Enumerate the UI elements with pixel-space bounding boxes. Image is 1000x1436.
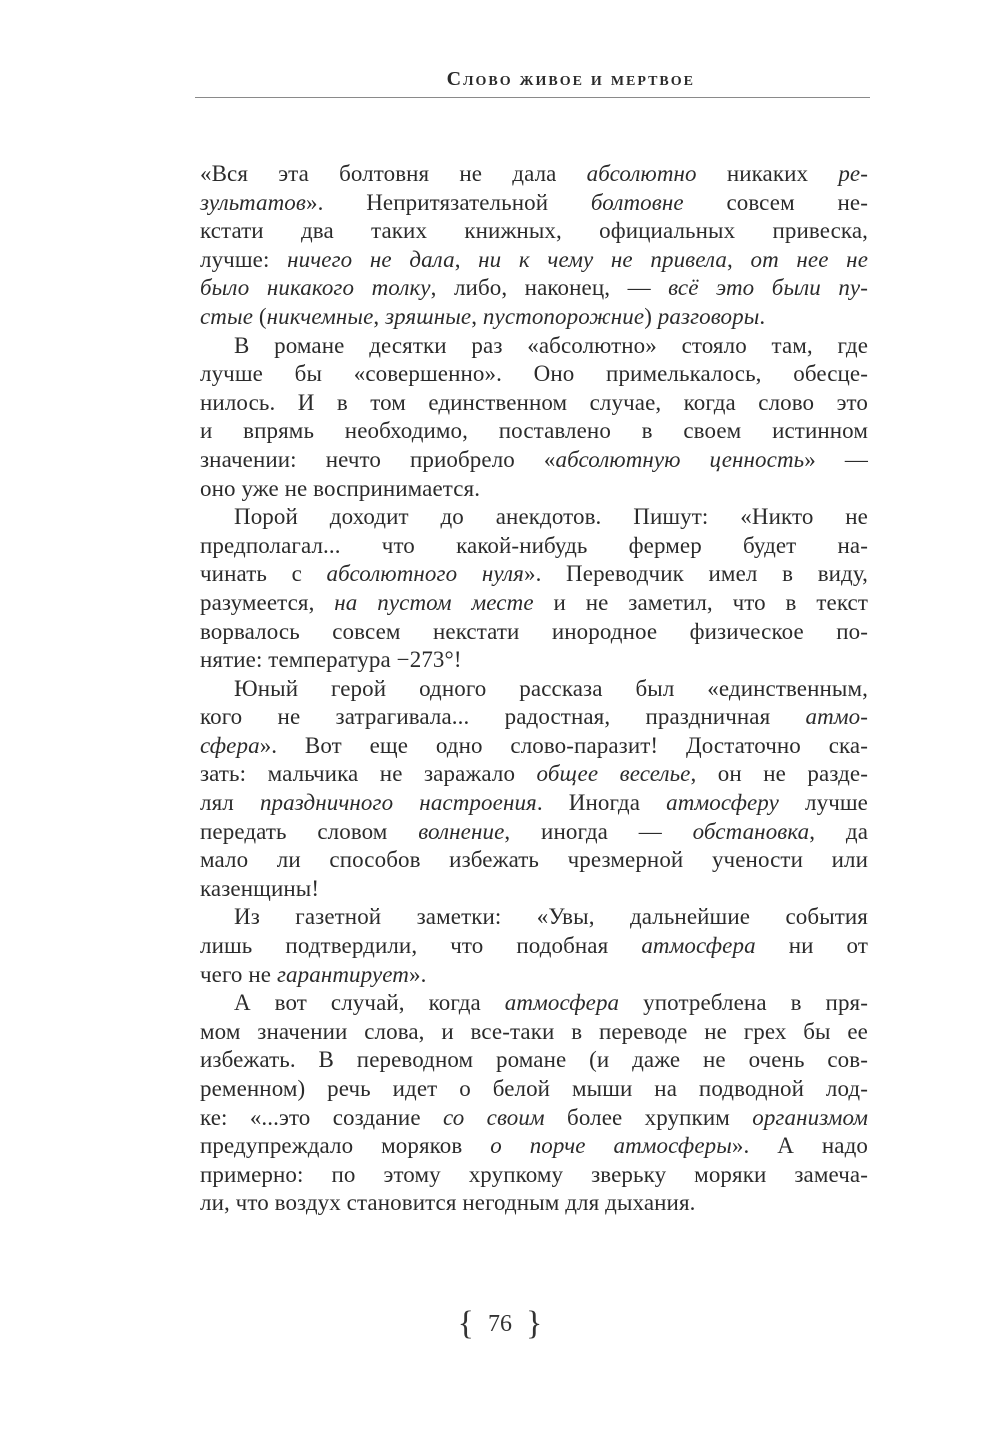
italic-span: атмосферу bbox=[666, 790, 779, 816]
italic-span: ни к чему не привела bbox=[478, 246, 727, 272]
text-span: В романе десятки раз «абсолютно» стояло там, где bbox=[234, 332, 868, 358]
text-line bbox=[200, 961, 868, 990]
text-span: ременном) речь идет о белой мыши на подводной лод- bbox=[200, 1076, 868, 1101]
text-line bbox=[200, 503, 868, 532]
text-line bbox=[200, 589, 868, 618]
italic-span: зряшные bbox=[385, 303, 472, 329]
running-header bbox=[195, 68, 870, 98]
body-text bbox=[200, 160, 868, 1218]
text-span: и не заметил, что в текст bbox=[533, 589, 868, 615]
text-line bbox=[200, 732, 868, 761]
text-line bbox=[200, 646, 868, 675]
text-line bbox=[200, 1075, 868, 1104]
italic-span: атмо- bbox=[805, 704, 868, 730]
italic-span: общее веселье bbox=[536, 761, 691, 787]
italic-span: стые bbox=[200, 303, 254, 329]
text-line bbox=[200, 846, 868, 875]
italic-span: разговоры bbox=[657, 303, 760, 329]
text-span: более хрупким bbox=[544, 1104, 753, 1130]
text-line bbox=[200, 274, 868, 303]
text-span: избежать. В переводном романе (и даже не очень сов- bbox=[200, 1047, 868, 1073]
italic-span: праздничного настроения bbox=[259, 790, 537, 816]
text-span: «Вся эта болтовня не дала bbox=[200, 161, 587, 186]
italic-span: на пустом месте bbox=[334, 589, 534, 615]
text-span: чего не bbox=[200, 961, 277, 987]
text-span: казенщины! bbox=[200, 875, 320, 901]
text-line bbox=[200, 1161, 868, 1190]
text-span: , bbox=[471, 303, 483, 329]
italic-span: абсолютную ценность bbox=[555, 446, 805, 472]
text-span: мом значении слова, и все-таки в переводе не грех бы ее bbox=[200, 1018, 868, 1044]
text-span: нилось. И в том единственном случае, когда слово это bbox=[200, 389, 868, 415]
text-span: передать словом bbox=[200, 818, 419, 844]
text-span: нятие: температура −273°! bbox=[200, 647, 462, 673]
text-span: , да bbox=[809, 818, 869, 844]
text-span: , bbox=[373, 303, 386, 329]
text-span: значении: нечто приобрело « bbox=[200, 446, 556, 472]
text-span: совсем не- bbox=[683, 189, 868, 215]
text-span: кого не затрагивала... радостная, праздничная bbox=[200, 704, 806, 730]
text-line bbox=[200, 1132, 868, 1161]
right-brace: } bbox=[526, 1305, 543, 1342]
text-line bbox=[200, 932, 868, 961]
text-line bbox=[200, 818, 868, 847]
text-span: ворвалось совсем некстати инородное физическое по- bbox=[200, 618, 868, 644]
text-span: лучше бы «совершенно». Оно примелькалось, обесце- bbox=[200, 361, 868, 387]
italic-span: атмосфера bbox=[504, 990, 620, 1016]
text-line bbox=[200, 332, 868, 361]
text-line bbox=[200, 903, 868, 932]
text-span: чинать с bbox=[200, 561, 327, 587]
page-number-block bbox=[0, 1305, 1000, 1343]
text-span: ». Переводчик имел в виду, bbox=[523, 561, 869, 587]
italic-span: обстановка bbox=[692, 818, 810, 844]
left-brace: { bbox=[457, 1305, 474, 1342]
italic-span: болтовне bbox=[590, 189, 684, 215]
italic-span: гарантирует bbox=[276, 961, 409, 987]
text-line bbox=[200, 417, 868, 446]
italic-span: абсолютного нуля bbox=[326, 561, 524, 587]
text-span: » — bbox=[804, 446, 868, 472]
text-span: ». bbox=[408, 961, 427, 987]
text-span: мало ли способов избежать чрезмерной учености или bbox=[200, 847, 868, 873]
text-span: ) bbox=[644, 303, 658, 329]
text-span: . Иногда bbox=[536, 790, 667, 816]
text-span: Юный герой одного рассказа был «единственным, bbox=[234, 675, 868, 701]
text-span: ке: «...это создание bbox=[200, 1104, 443, 1130]
italic-span: всё это были пу- bbox=[668, 275, 868, 301]
text-line bbox=[200, 446, 868, 475]
italic-span: абсолютно bbox=[586, 161, 697, 186]
text-line bbox=[200, 789, 868, 818]
text-line bbox=[200, 1018, 868, 1047]
italic-span: организмом bbox=[752, 1104, 868, 1130]
text-span: Из газетной заметки: «Увы, дальнейшие события bbox=[234, 904, 868, 930]
text-line bbox=[200, 989, 868, 1018]
text-span: лучше bbox=[778, 790, 868, 816]
text-line bbox=[200, 303, 868, 332]
italic-span: было никакого толку bbox=[200, 275, 431, 301]
text-line bbox=[200, 360, 868, 389]
text-line bbox=[200, 389, 868, 418]
text-span: предупреждало моряков bbox=[200, 1133, 491, 1159]
italic-span: пустопорожние bbox=[482, 303, 645, 329]
italic-span: волнение bbox=[418, 818, 505, 844]
text-span: зать: мальчика не заражало bbox=[200, 761, 537, 787]
text-span: и впрямь необходимо, поставлено в своем истинном bbox=[200, 418, 868, 444]
italic-span: зультатов bbox=[200, 189, 306, 215]
text-span: лял bbox=[200, 790, 260, 816]
italic-span: сфера bbox=[200, 732, 260, 758]
italic-span: со своим bbox=[442, 1104, 545, 1130]
italic-span: от нее не bbox=[750, 246, 868, 272]
text-line bbox=[200, 1104, 868, 1133]
text-span: примерно: по этому хрупкому зверьку моряки замеча- bbox=[200, 1161, 868, 1187]
text-span: , иногда — bbox=[504, 818, 693, 844]
text-span: Порой доходит до анекдотов. Пишут: «Никто не bbox=[234, 504, 868, 530]
text-line bbox=[200, 560, 868, 589]
text-span: А вот случай, когда bbox=[234, 990, 505, 1016]
text-span: . bbox=[759, 303, 766, 329]
text-span: лишь подтвердили, что подобная bbox=[200, 933, 642, 959]
text-line bbox=[200, 475, 868, 504]
italic-span: ре- bbox=[838, 161, 868, 186]
text-line bbox=[200, 875, 868, 904]
text-span: , он не разде- bbox=[690, 761, 868, 787]
text-line bbox=[200, 1046, 868, 1075]
italic-span: атмосфера bbox=[641, 933, 756, 959]
italic-span: о порче атмосферы bbox=[490, 1133, 732, 1159]
text-line bbox=[200, 160, 868, 189]
page-number: 76 bbox=[488, 1311, 512, 1337]
text-span: ни от bbox=[755, 933, 868, 959]
text-span: лучше: bbox=[200, 246, 288, 272]
italic-span: ничего не дала bbox=[287, 246, 455, 272]
text-line bbox=[200, 217, 868, 246]
text-span: , bbox=[454, 246, 479, 272]
text-span: кстати два таких книжных, официальных привеска, bbox=[200, 218, 868, 244]
text-span: разумеется, bbox=[200, 589, 335, 615]
text-span: никаких bbox=[696, 161, 839, 186]
text-line bbox=[200, 760, 868, 789]
text-span: предполагал... что какой-нибудь фермер будет на- bbox=[200, 532, 868, 558]
text-line bbox=[200, 532, 868, 561]
text-line bbox=[200, 703, 868, 732]
text-span: ( bbox=[253, 303, 267, 329]
text-span: употреблена в пря- bbox=[619, 990, 868, 1016]
text-span: ». Вот еще одно слово-паразит! Достаточно ска- bbox=[259, 732, 868, 758]
text-span: ли, что воздух становится негодным для дыхания. bbox=[200, 1190, 696, 1216]
text-line bbox=[200, 618, 868, 647]
italic-span: никчемные bbox=[266, 303, 374, 329]
text-line bbox=[200, 1189, 868, 1218]
running-title: Слово живое и мертвое bbox=[446, 68, 695, 90]
text-span: ». А надо bbox=[731, 1133, 868, 1159]
text-line bbox=[200, 246, 868, 275]
text-line bbox=[200, 189, 868, 218]
text-span: ». Непритязательной bbox=[305, 189, 591, 215]
text-span: , либо, наконец, — bbox=[430, 275, 669, 301]
text-span: , bbox=[727, 246, 751, 272]
text-line bbox=[200, 675, 868, 704]
text-span: оно уже не воспринимается. bbox=[200, 475, 481, 501]
